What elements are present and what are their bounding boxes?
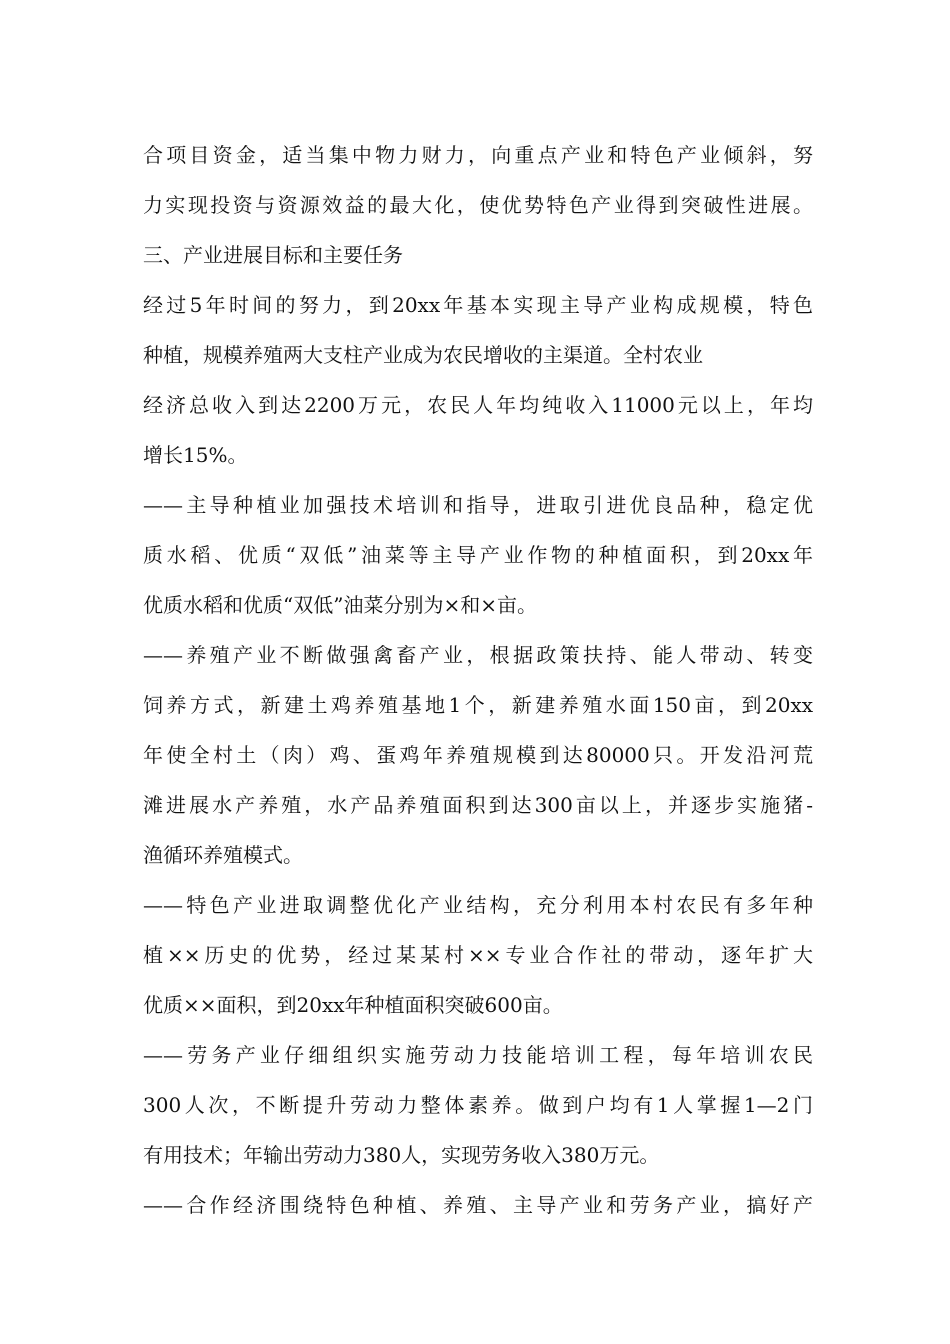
paragraph-line: 经过5年时间的努力，到20xx年基本实现主导产业构成规模，特色 xyxy=(143,293,813,317)
section-heading: 三、产业进展目标和主要任务 xyxy=(143,243,403,267)
paragraph-line: 植××历史的优势，经过某某村××专业合作社的带动，逐年扩大 xyxy=(143,943,813,967)
paragraph-line: ——劳务产业仔细组织实施劳动力技能培训工程，每年培训农民 xyxy=(143,1043,813,1067)
paragraph-line: 渔循环养殖模式。 xyxy=(143,843,303,867)
paragraph-line: 力实现投资与资源效益的最大化，使优势特色产业得到突破性进展。 xyxy=(143,193,813,217)
paragraph-line: 合项目资金，适当集中物力财力，向重点产业和特色产业倾斜，努 xyxy=(143,143,813,167)
paragraph-line: 优质水稻和优质“双低”油菜分别为×和×亩。 xyxy=(143,593,537,617)
paragraph-line: 滩进展水产养殖，水产品养殖面积到达300亩以上，并逐步实施猪- xyxy=(143,793,813,817)
paragraph-line: ——合作经济围绕特色种植、养殖、主导产业和劳务产业，搞好产 xyxy=(143,1193,813,1217)
paragraph-line: 300人次，不断提升劳动力整体素养。做到户均有1人掌握1—2门 xyxy=(143,1093,813,1117)
paragraph-line: 经济总收入到达2200万元，农民人年均纯收入11000元以上，年均 xyxy=(143,393,813,417)
paragraph-line: 有用技术；年输出劳动力380人，实现劳务收入380万元。 xyxy=(143,1143,660,1167)
paragraph-line: ——主导种植业加强技术培训和指导，进取引进优良品种，稳定优 xyxy=(143,493,813,517)
paragraph-line: 饲养方式，新建土鸡养殖基地1个，新建养殖水面150亩，到20xx xyxy=(143,693,813,717)
paragraph-line: 种植，规模养殖两大支柱产业成为农民增收的主渠道。全村农业 xyxy=(143,343,703,367)
paragraph-line: 增长15%。 xyxy=(143,443,248,467)
paragraph-line: ——特色产业进取调整优化产业结构，充分利用本村农民有多年种 xyxy=(143,893,813,917)
paragraph-line: 质水稻、优质“双低”油菜等主导产业作物的种植面积，到20xx年 xyxy=(143,543,813,567)
paragraph-line: 优质××面积，到20xx年种植面积突破600亩。 xyxy=(143,993,563,1017)
document-body xyxy=(143,130,813,1230)
paragraph-line: ——养殖产业不断做强禽畜产业，根据政策扶持、能人带动、转变 xyxy=(143,643,813,667)
paragraph-line: 年使全村土（肉）鸡、蛋鸡年养殖规模到达80000只。开发沿河荒 xyxy=(143,743,813,767)
